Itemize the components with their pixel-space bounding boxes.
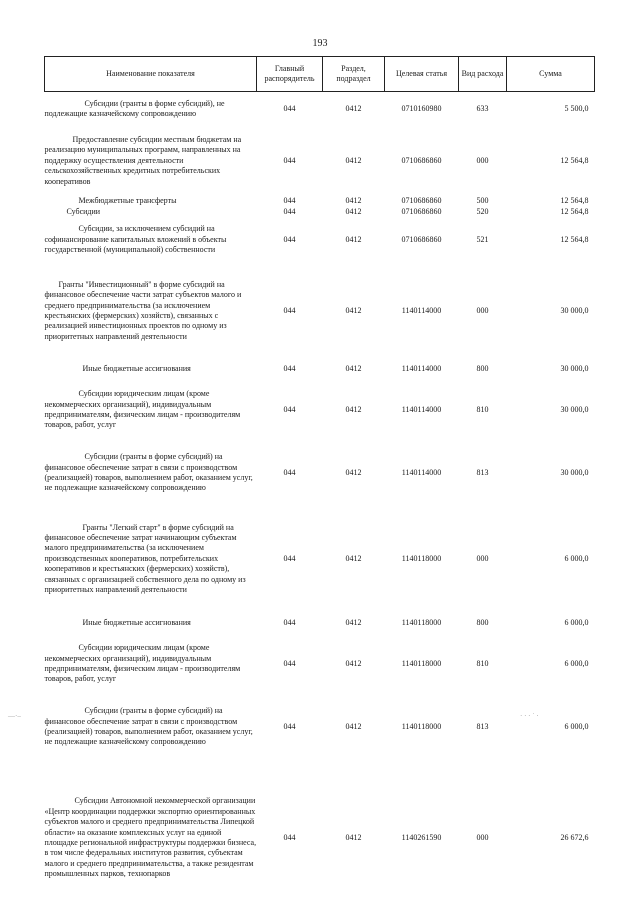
row-main-manager: 044	[257, 638, 323, 690]
row-expense-type: 800	[459, 360, 507, 378]
row-amount: 12 564,8	[507, 196, 595, 207]
row-section: 0412	[323, 638, 385, 690]
row-expense-type: 000	[459, 510, 507, 608]
row-amount: 26 672,6	[507, 764, 595, 912]
row-target-article: 0710686860	[385, 196, 459, 207]
row-main-manager: 044	[257, 207, 323, 218]
row-amount: 6 000,0	[507, 510, 595, 608]
row-main-manager: 044	[257, 764, 323, 912]
row-expense-type: 000	[459, 126, 507, 196]
row-main-manager: 044	[257, 614, 323, 632]
row-target-article: 1140114000	[385, 442, 459, 504]
row-target-article: 1140118000	[385, 510, 459, 608]
table-row	[45, 442, 595, 504]
row-section: 0412	[323, 614, 385, 632]
row-section: 0412	[323, 196, 385, 207]
row-expense-type: 813	[459, 696, 507, 758]
row-section: 0412	[323, 207, 385, 218]
row-name: Субсидии	[45, 207, 257, 218]
scan-mark: · · · ˙ ·	[520, 712, 539, 720]
row-amount: 30 000,0	[507, 268, 595, 354]
row-amount: 30 000,0	[507, 442, 595, 504]
table-row	[45, 764, 595, 912]
row-expense-type: 000	[459, 764, 507, 912]
row-name: Субсидии Автономной некоммерческой организации «Центр координации поддержки экспортно ориентированных субъектов малого и среднего предпринимательства Липецкой области» на оказание комплексных услуг на единой площадке региональной инфраструктуры поддержки бизнеса, в том числе федеральных институтов развития, субъектам малого и среднего предпринимательства, а также резидентам промышленных парков, технопарков	[45, 764, 257, 912]
row-amount: 6 000,0	[507, 696, 595, 758]
header-expense-type: Вид расхода	[459, 57, 507, 92]
row-target-article: 1140114000	[385, 360, 459, 378]
row-amount: 12 564,8	[507, 207, 595, 218]
row-name: Предоставление субсидии местным бюджетам на реализацию муниципальных программ, направленных на поддержку осуществления деятельности сельскохозяйственных кредитных потребительских кооперативов	[45, 126, 257, 196]
row-amount: 30 000,0	[507, 360, 595, 378]
row-name: Субсидии юридическим лицам (кроме некоммерческих организаций), индивидуальным предпринимателям, физическим лицам - производителям товаров, работ, услуг	[45, 384, 257, 436]
row-amount: 5 500,0	[507, 98, 595, 120]
row-section: 0412	[323, 442, 385, 504]
header-amount: Сумма	[507, 57, 595, 92]
header-target-article: Целевая статья	[385, 57, 459, 92]
table-row	[45, 696, 595, 758]
row-expense-type: 500	[459, 196, 507, 207]
row-main-manager: 044	[257, 510, 323, 608]
row-expense-type: 800	[459, 614, 507, 632]
table-header	[45, 57, 595, 92]
row-main-manager: 044	[257, 196, 323, 207]
header-name: Наименование показателя	[45, 57, 257, 92]
row-name: Субсидии (гранты в форме субсидий), не подлежащие казначейскому сопровождению	[45, 98, 257, 120]
row-target-article: 0710686860	[385, 207, 459, 218]
row-name: Субсидии (гранты в форме субсидий) на финансовое обеспечение затрат в связи с производством (реализацией) товаров, выполнением работ, оказанием услуг, не подлежащие казначейскому сопровождению	[45, 442, 257, 504]
table-row	[45, 98, 595, 120]
budget-table	[44, 56, 595, 912]
table-row	[45, 268, 595, 354]
table-row	[45, 360, 595, 378]
row-expense-type: 633	[459, 98, 507, 120]
row-section: 0412	[323, 218, 385, 262]
row-expense-type: 521	[459, 218, 507, 262]
row-target-article: 1140261590	[385, 764, 459, 912]
row-amount: 6 000,0	[507, 614, 595, 632]
row-name: Иные бюджетные ассигнования	[45, 614, 257, 632]
row-name: Гранты "Инвестиционный" в форме субсидий на финансовое обеспечение части затрат субъектов малого и среднего предпринимательства (за исключением крестьянских (фермерских) хозяйств), связанных с реализацией инвестиционных проектов по одному из приоритетных направлений деятельности	[45, 268, 257, 354]
table-body	[45, 92, 595, 912]
row-target-article: 1140118000	[385, 696, 459, 758]
row-amount: 12 564,8	[507, 126, 595, 196]
row-target-article: 1140118000	[385, 638, 459, 690]
row-section: 0412	[323, 126, 385, 196]
row-amount: 6 000,0	[507, 638, 595, 690]
row-target-article: 1140118000	[385, 614, 459, 632]
row-expense-type: 520	[459, 207, 507, 218]
row-target-article: 1140114000	[385, 384, 459, 436]
row-expense-type: 810	[459, 638, 507, 690]
row-section: 0412	[323, 98, 385, 120]
row-section: 0412	[323, 384, 385, 436]
row-amount: 30 000,0	[507, 384, 595, 436]
table-row	[45, 126, 595, 196]
row-main-manager: 044	[257, 126, 323, 196]
row-section: 0412	[323, 764, 385, 912]
row-main-manager: 044	[257, 218, 323, 262]
table-row	[45, 638, 595, 690]
table-row	[45, 207, 595, 218]
scan-mark: —·–	[8, 712, 21, 720]
row-name: Межбюджетные трансферты	[45, 196, 257, 207]
row-main-manager: 044	[257, 442, 323, 504]
header-main-manager: Главный распорядитель	[257, 57, 323, 92]
row-main-manager: 044	[257, 268, 323, 354]
table-row	[45, 614, 595, 632]
row-name: Гранты "Легкий старт" в форме субсидий на финансовое обеспечение затрат начинающим субъектам малого предпринимательства (за исключением производственных кооперативов, потребительских кооперативов и крестьянских (фермерских) хозяйств), связанных с организацией собственного дела по одному из приоритетных направлений деятельности	[45, 510, 257, 608]
row-amount: 12 564,8	[507, 218, 595, 262]
row-section: 0412	[323, 696, 385, 758]
row-target-article: 0710686860	[385, 218, 459, 262]
row-name: Субсидии (гранты в форме субсидий) на финансовое обеспечение затрат в связи с производством (реализацией) товаров, выполнением работ, оказанием услуг, не подлежащие казначейскому сопровождению	[45, 696, 257, 758]
table-row	[45, 218, 595, 262]
table-row	[45, 384, 595, 436]
row-expense-type: 813	[459, 442, 507, 504]
row-target-article: 0710686860	[385, 126, 459, 196]
table-row	[45, 196, 595, 207]
page-number: 193	[0, 38, 640, 49]
header-section: Раздел, подраздел	[323, 57, 385, 92]
row-section: 0412	[323, 360, 385, 378]
row-name: Субсидии юридическим лицам (кроме некоммерческих организаций), индивидуальным предпринимателям, физическим лицам - производителям товаров, работ, услуг	[45, 638, 257, 690]
row-main-manager: 044	[257, 98, 323, 120]
row-expense-type: 810	[459, 384, 507, 436]
row-main-manager: 044	[257, 384, 323, 436]
row-target-article: 1140114000	[385, 268, 459, 354]
table-row	[45, 510, 595, 608]
row-name: Субсидии, за исключением субсидий на софинансирование капитальных вложений в объекты государственной (муниципальной) собственности	[45, 218, 257, 262]
row-main-manager: 044	[257, 696, 323, 758]
row-name: Иные бюджетные ассигнования	[45, 360, 257, 378]
row-target-article: 0710160980	[385, 98, 459, 120]
row-section: 0412	[323, 510, 385, 608]
row-section: 0412	[323, 268, 385, 354]
row-expense-type: 000	[459, 268, 507, 354]
row-main-manager: 044	[257, 360, 323, 378]
